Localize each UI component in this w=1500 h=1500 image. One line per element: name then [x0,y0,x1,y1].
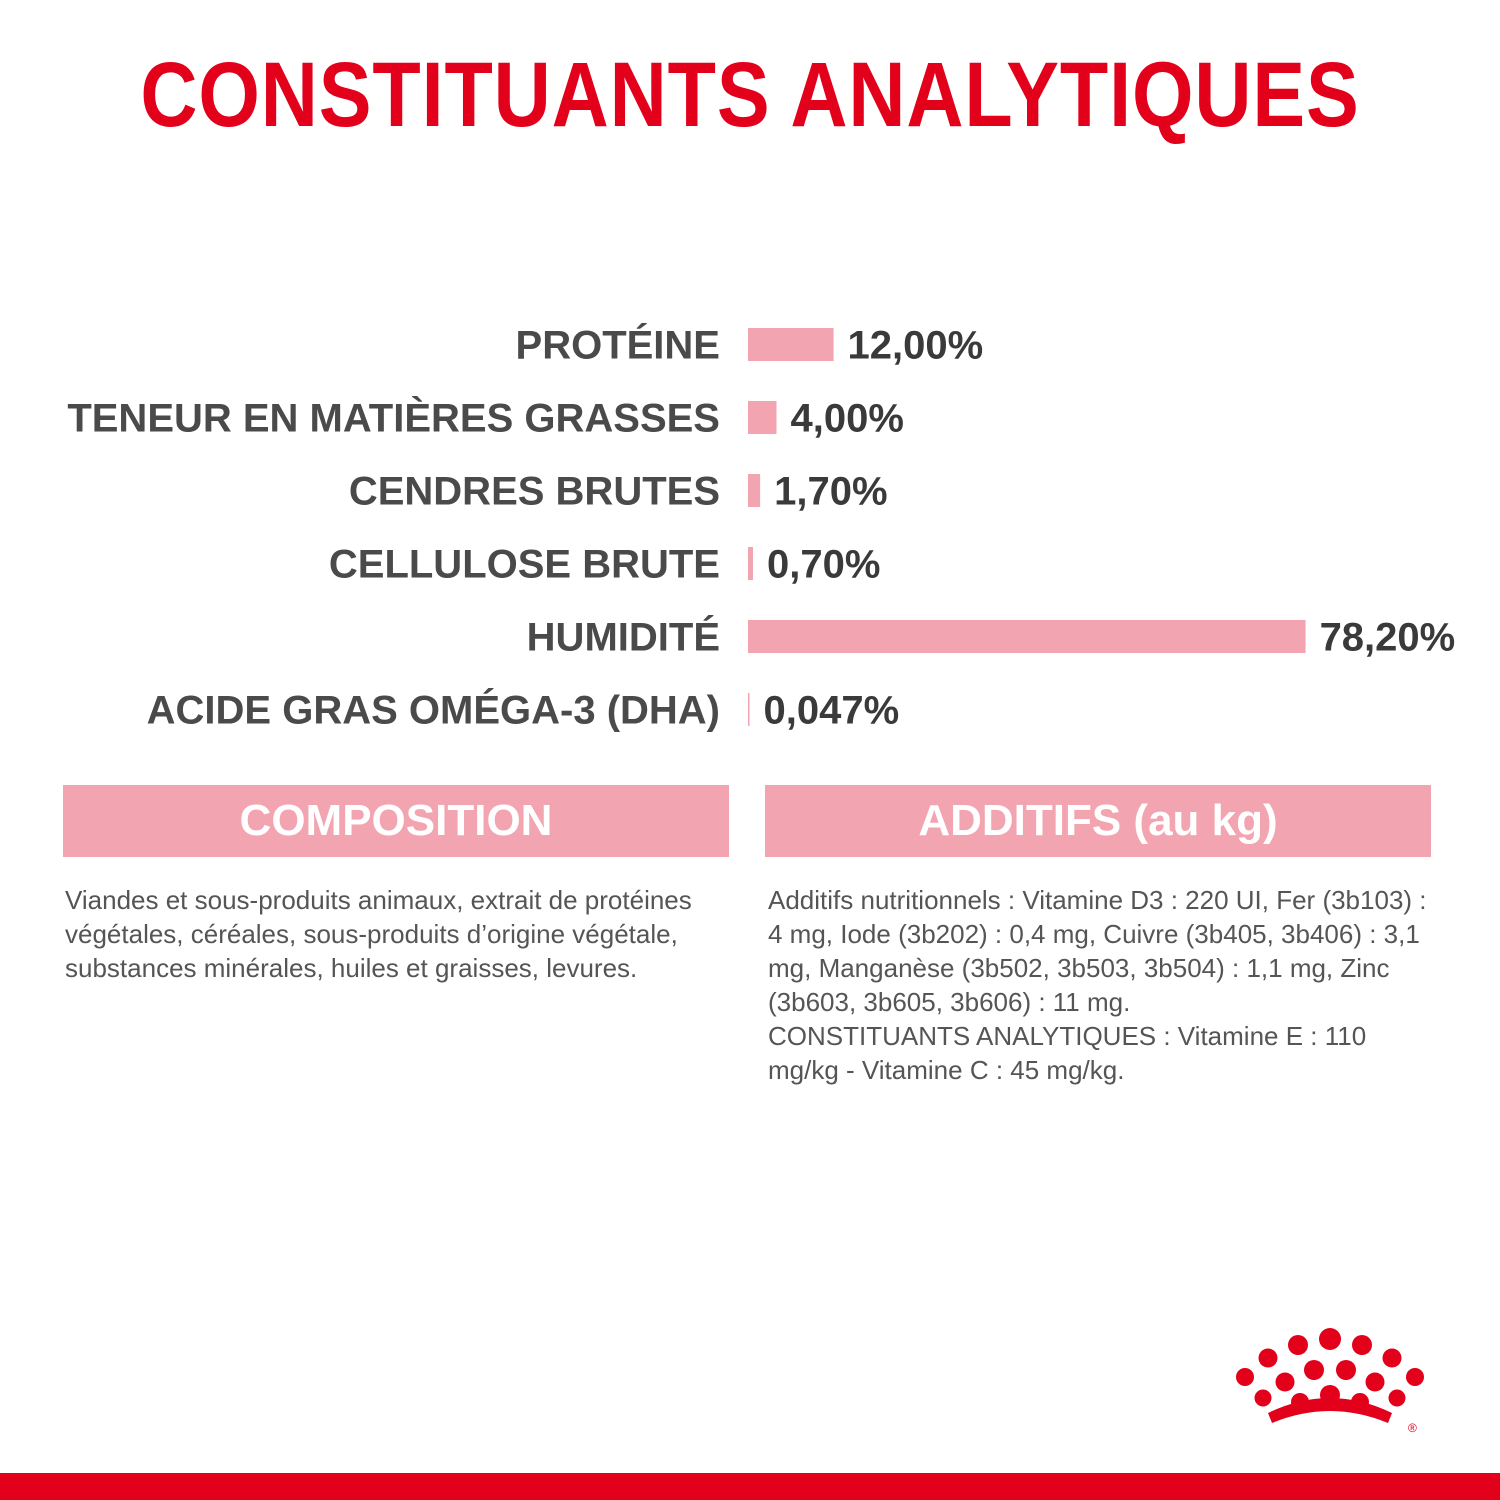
value-label-proteine: 12,00% [847,323,984,368]
category-label-teneur-en-matieres-grasses: TENEUR EN MATIÈRES GRASSES [67,396,720,441]
bar-cellulose-brute [748,547,753,580]
value-label-cellulose-brute: 0,70% [766,542,881,587]
category-label-cellulose-brute: CELLULOSE BRUTE [328,542,720,587]
category-label-humidite: HUMIDITÉ [526,615,720,660]
page-title: CONSTITUANTS ANALYTIQUES [140,44,1360,146]
value-label-cendres-brutes: 1,70% [774,469,888,514]
additifs-text [768,883,1428,1087]
value-label-humidite: 78,20% [1319,615,1456,660]
royal-canin-crown-icon [1230,1325,1430,1440]
bar-teneur-en-matieres-grasses [748,401,777,434]
bar-proteine [748,328,834,361]
registered-mark: ® [1408,1421,1417,1435]
composition-header: COMPOSITION [63,785,729,857]
category-label-acide-gras-omega-3-dha: ACIDE GRAS OMÉGA-3 (DHA) [146,688,720,733]
additifs-paragraph-nutritional: Additifs nutritionnels : Vitamine D3 : 220 UI, Fer (3b103) : 4 mg, Iode (3b202) : 0,4 mg, Cuivre (3b405, 3b406) : 3,1 mg, Manganèse (3b502, 3b503, 3b504) : 1,1 mg, Zinc (3b603, 3b605, 3b606) : 11 mg. [768,885,1427,1017]
bottom-brand-bar [0,1473,1500,1500]
additifs-header: ADDITIFS (au kg) [765,785,1431,857]
analytical-constituents-chart [0,300,1500,760]
bar-humidite [748,620,1306,653]
category-label-cendres-brutes: CENDRES BRUTES [348,469,720,514]
category-label-proteine: PROTÉINE [515,323,720,368]
bar-acide-gras-omega-3-dha [748,693,750,726]
value-label-teneur-en-matieres-grasses: 4,00% [790,396,904,441]
value-label-acide-gras-omega-3-dha: 0,047% [763,688,900,733]
bar-cendres-brutes [748,474,760,507]
additifs-paragraph-analytical: CONSTITUANTS ANALYTIQUES : Vitamine E : 110 mg/kg - Vitamine C : 45 mg/kg. [768,1021,1367,1085]
composition-text: Viandes et sous-produits animaux, extrait de protéines végétales, céréales, sous-produits d’origine végétale, substances minérales, huiles et graisses, levures. [65,885,692,983]
